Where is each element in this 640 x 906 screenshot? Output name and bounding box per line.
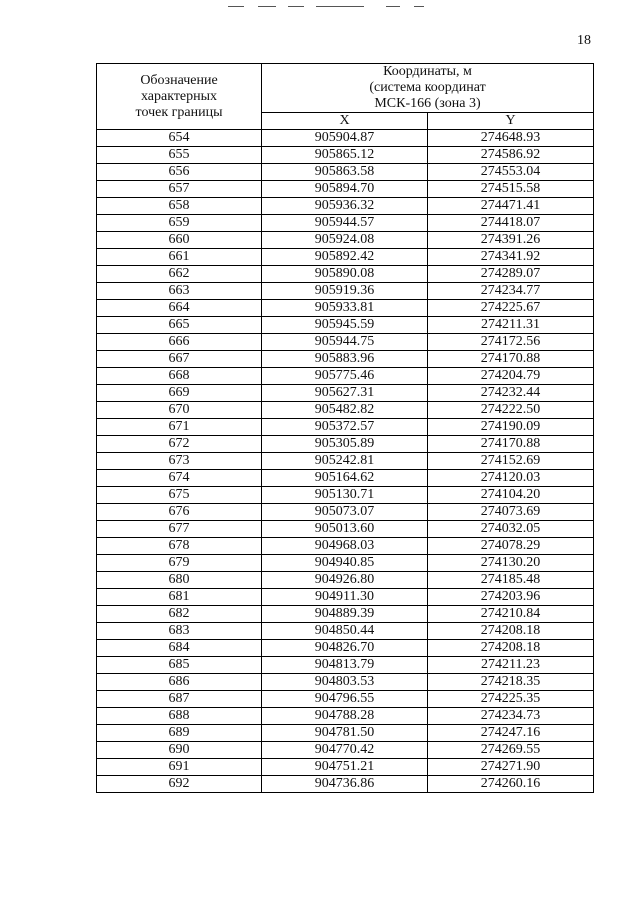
y-coordinate-cell: 274225.67 (428, 300, 594, 317)
x-coordinate-cell: 905863.58 (262, 164, 428, 181)
point-cell: 687 (97, 691, 262, 708)
table-row (97, 742, 594, 759)
table-row (97, 402, 594, 419)
point-cell: 692 (97, 776, 262, 793)
y-coordinate-cell: 274515.58 (428, 181, 594, 198)
y-coordinate-cell: 274648.93 (428, 130, 594, 147)
point-cell: 664 (97, 300, 262, 317)
table-row (97, 300, 594, 317)
x-coordinate-cell: 904926.80 (262, 572, 428, 589)
point-cell: 684 (97, 640, 262, 657)
x-column-header: X (262, 113, 428, 130)
x-coordinate-cell: 905775.46 (262, 368, 428, 385)
table-row (97, 130, 594, 147)
y-coordinate-cell: 274586.92 (428, 147, 594, 164)
table-row (97, 436, 594, 453)
y-coordinate-cell: 274471.41 (428, 198, 594, 215)
point-cell: 676 (97, 504, 262, 521)
x-coordinate-cell: 904911.30 (262, 589, 428, 606)
table-row (97, 674, 594, 691)
table-row (97, 164, 594, 181)
point-cell: 685 (97, 657, 262, 674)
x-coordinate-cell: 905242.81 (262, 453, 428, 470)
point-cell: 681 (97, 589, 262, 606)
x-coordinate-cell: 905013.60 (262, 521, 428, 538)
y-coordinate-cell: 274190.09 (428, 419, 594, 436)
point-cell: 680 (97, 572, 262, 589)
x-coordinate-cell: 904813.79 (262, 657, 428, 674)
y-coordinate-cell: 274341.92 (428, 249, 594, 266)
table-row (97, 470, 594, 487)
point-cell: 678 (97, 538, 262, 555)
point-cell: 662 (97, 266, 262, 283)
point-cell: 670 (97, 402, 262, 419)
x-coordinate-cell: 905924.08 (262, 232, 428, 249)
y-coordinate-cell: 274170.88 (428, 436, 594, 453)
table-row (97, 419, 594, 436)
table-row (97, 351, 594, 368)
coords-header-line-2: (система координат (369, 80, 486, 95)
y-coordinate-cell: 274247.16 (428, 725, 594, 742)
point-header-line-2: характерных (140, 88, 218, 104)
point-cell: 654 (97, 130, 262, 147)
y-coordinate-cell: 274232.44 (428, 385, 594, 402)
x-coordinate-cell: 904968.03 (262, 538, 428, 555)
point-cell: 671 (97, 419, 262, 436)
y-coordinate-cell: 274208.18 (428, 623, 594, 640)
x-coordinate-cell: 904889.39 (262, 606, 428, 623)
y-coordinate-cell: 274104.20 (428, 487, 594, 504)
y-coordinate-cell: 274269.55 (428, 742, 594, 759)
y-coordinate-cell: 274289.07 (428, 266, 594, 283)
x-coordinate-cell: 904803.53 (262, 674, 428, 691)
table-row (97, 640, 594, 657)
y-coordinate-cell: 274218.35 (428, 674, 594, 691)
point-header-line-3: точек границы (135, 104, 223, 120)
x-coordinate-cell: 904788.28 (262, 708, 428, 725)
y-coordinate-cell: 274204.79 (428, 368, 594, 385)
table-row (97, 521, 594, 538)
point-cell: 688 (97, 708, 262, 725)
x-coordinate-cell: 904751.21 (262, 759, 428, 776)
table-row (97, 504, 594, 521)
table-row (97, 538, 594, 555)
y-coordinate-cell: 274271.90 (428, 759, 594, 776)
point-cell: 661 (97, 249, 262, 266)
y-coordinate-cell: 274418.07 (428, 215, 594, 232)
y-coordinate-cell: 274234.73 (428, 708, 594, 725)
y-coordinate-cell: 274222.50 (428, 402, 594, 419)
table-row (97, 657, 594, 674)
x-coordinate-cell: 905936.32 (262, 198, 428, 215)
table-row (97, 198, 594, 215)
y-coordinate-cell: 274211.23 (428, 657, 594, 674)
point-cell: 659 (97, 215, 262, 232)
point-header-line-1: Обозначение (140, 72, 218, 88)
point-cell: 667 (97, 351, 262, 368)
table-row (97, 572, 594, 589)
y-coordinate-cell: 274170.88 (428, 351, 594, 368)
y-coordinate-cell: 274172.56 (428, 334, 594, 351)
y-coordinate-cell: 274234.77 (428, 283, 594, 300)
table-row (97, 691, 594, 708)
y-coordinate-cell: 274203.96 (428, 589, 594, 606)
x-coordinate-cell: 905933.81 (262, 300, 428, 317)
x-coordinate-cell: 904940.85 (262, 555, 428, 572)
point-cell: 669 (97, 385, 262, 402)
point-cell: 674 (97, 470, 262, 487)
table-row (97, 215, 594, 232)
y-coordinate-cell: 274210.84 (428, 606, 594, 623)
x-coordinate-cell: 904826.70 (262, 640, 428, 657)
x-coordinate-cell: 905944.57 (262, 215, 428, 232)
x-coordinate-cell: 904796.55 (262, 691, 428, 708)
point-cell: 691 (97, 759, 262, 776)
x-coordinate-cell: 905305.89 (262, 436, 428, 453)
table-row (97, 453, 594, 470)
point-cell: 675 (97, 487, 262, 504)
y-coordinate-cell: 274211.31 (428, 317, 594, 334)
table-row (97, 555, 594, 572)
page-number: 18 (577, 33, 591, 48)
point-cell: 666 (97, 334, 262, 351)
y-coordinate-cell: 274553.04 (428, 164, 594, 181)
point-cell: 656 (97, 164, 262, 181)
y-coordinate-cell: 274260.16 (428, 776, 594, 793)
point-cell: 689 (97, 725, 262, 742)
table-row (97, 776, 594, 793)
x-coordinate-cell: 905164.62 (262, 470, 428, 487)
x-coordinate-cell: 905919.36 (262, 283, 428, 300)
y-coordinate-cell: 274073.69 (428, 504, 594, 521)
y-coordinate-cell: 274185.48 (428, 572, 594, 589)
x-coordinate-cell: 905883.96 (262, 351, 428, 368)
table-row (97, 487, 594, 504)
x-coordinate-cell: 905894.70 (262, 181, 428, 198)
coords-header-line-1: Координаты, м (383, 64, 472, 79)
y-coordinate-cell: 274152.69 (428, 453, 594, 470)
table-row (97, 283, 594, 300)
table-row (97, 147, 594, 164)
table-row (97, 725, 594, 742)
table-row (97, 589, 594, 606)
point-cell: 677 (97, 521, 262, 538)
y-coordinate-cell: 274032.05 (428, 521, 594, 538)
x-coordinate-cell: 904736.86 (262, 776, 428, 793)
point-cell: 663 (97, 283, 262, 300)
x-coordinate-cell: 905627.31 (262, 385, 428, 402)
x-coordinate-cell: 905904.87 (262, 130, 428, 147)
x-coordinate-cell: 905944.75 (262, 334, 428, 351)
table-row (97, 368, 594, 385)
coordinates-header (262, 64, 594, 113)
y-coordinate-cell: 274208.18 (428, 640, 594, 657)
x-coordinate-cell: 905372.57 (262, 419, 428, 436)
point-cell: 668 (97, 368, 262, 385)
point-cell: 690 (97, 742, 262, 759)
x-coordinate-cell: 905073.07 (262, 504, 428, 521)
y-coordinate-cell: 274120.03 (428, 470, 594, 487)
x-coordinate-cell: 904850.44 (262, 623, 428, 640)
table-row (97, 759, 594, 776)
x-coordinate-cell: 905945.59 (262, 317, 428, 334)
x-coordinate-cell: 905130.71 (262, 487, 428, 504)
table-row (97, 606, 594, 623)
table-row (97, 266, 594, 283)
y-coordinate-cell: 274225.35 (428, 691, 594, 708)
coords-header-line-3: МСК-166 (зона 3) (374, 96, 481, 111)
point-cell: 657 (97, 181, 262, 198)
x-coordinate-cell: 904770.42 (262, 742, 428, 759)
point-cell: 660 (97, 232, 262, 249)
table-row (97, 334, 594, 351)
x-coordinate-cell: 904781.50 (262, 725, 428, 742)
top-scan-marks (228, 6, 428, 10)
table-row (97, 317, 594, 334)
x-coordinate-cell: 905865.12 (262, 147, 428, 164)
point-cell: 683 (97, 623, 262, 640)
y-column-header: Y (428, 113, 594, 130)
point-cell: 673 (97, 453, 262, 470)
coordinates-table (96, 63, 594, 793)
table-row (97, 708, 594, 725)
table-body (97, 130, 594, 793)
point-cell: 658 (97, 198, 262, 215)
y-coordinate-cell: 274130.20 (428, 555, 594, 572)
table-row (97, 385, 594, 402)
point-cell: 672 (97, 436, 262, 453)
y-coordinate-cell: 274391.26 (428, 232, 594, 249)
x-coordinate-cell: 905482.82 (262, 402, 428, 419)
table-row (97, 232, 594, 249)
y-coordinate-cell: 274078.29 (428, 538, 594, 555)
point-cell: 679 (97, 555, 262, 572)
point-cell: 665 (97, 317, 262, 334)
table-row (97, 249, 594, 266)
point-cell: 682 (97, 606, 262, 623)
x-coordinate-cell: 905890.08 (262, 266, 428, 283)
point-cell: 686 (97, 674, 262, 691)
table-row (97, 181, 594, 198)
table-row (97, 623, 594, 640)
point-designation-header (97, 64, 262, 130)
point-cell: 655 (97, 147, 262, 164)
x-coordinate-cell: 905892.42 (262, 249, 428, 266)
